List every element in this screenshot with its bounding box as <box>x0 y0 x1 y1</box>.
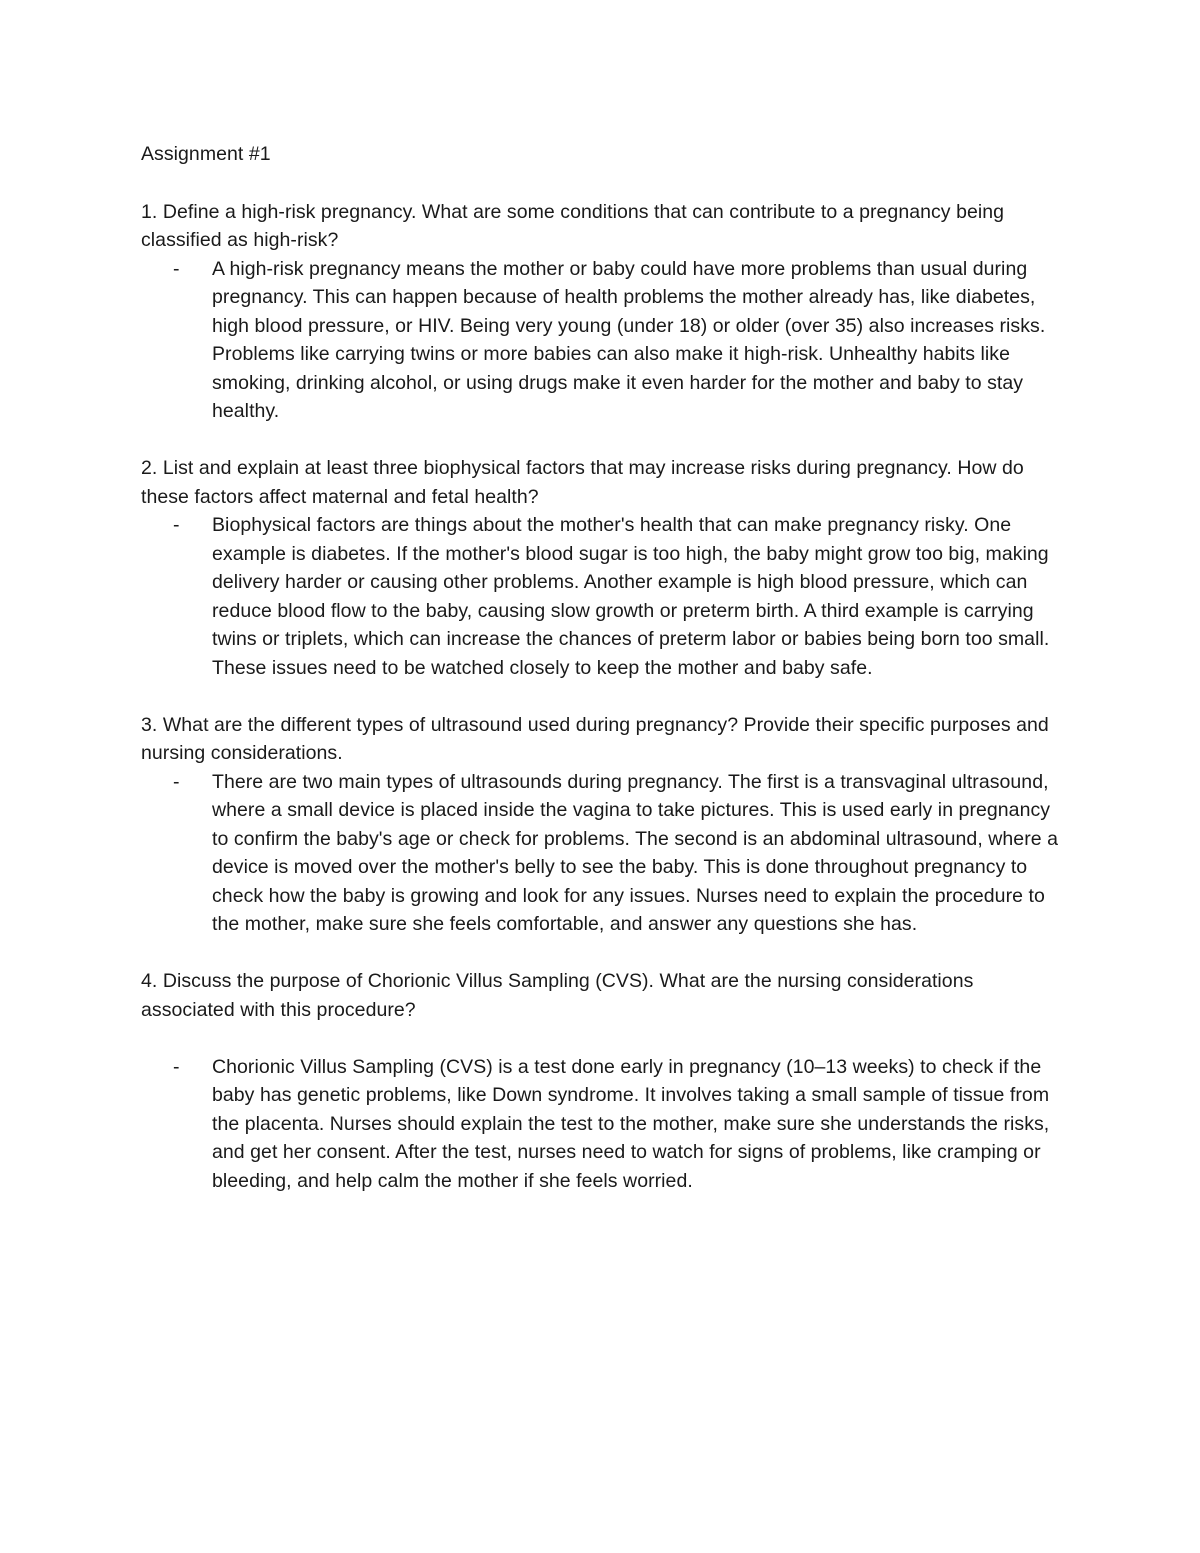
dash-bullet: - <box>173 514 180 536</box>
answer-text-4: Chorionic Villus Sampling (CVS) is a test done early in pregnancy (10–13 weeks) to check if the baby has genetic problems, like Down syndrome. It involves taking a small sample of tissue from the placenta. Nurses should explain the test to the mother, make sure she understands the risks, and get her consent. After the test, nurses need to watch for signs of problems, like cramping or bleeding, and help calm the mother if she feels worried. <box>212 1055 1050 1192</box>
question-section-4 <box>141 967 1071 1195</box>
answer-list-1 <box>141 255 1071 426</box>
question-section-2 <box>141 454 1071 682</box>
answer-list-4 <box>141 1053 1071 1196</box>
answer-text-1: A high-risk pregnancy means the mother or baby could have more problems than usual during pregnancy. This can happen because of health problems the mother already has, like diabetes, high blood pressure, or HIV. Being very young (under 18) or older (over 35) also increases risks. Problems like carrying twins or more babies can also make it high-risk. Unhealthy habits like smoking, drinking alcohol, or using drugs make it even harder for the mother and baby to stay healthy. <box>212 257 1046 422</box>
question-2: 2. List and explain at least three biophysical factors that may increase risks during pregnancy. How do these factors affect maternal and fetal health? <box>141 457 1024 508</box>
question-1: 1. Define a high-risk pregnancy. What are some conditions that can contribute to a pregnancy being classified as high-risk? <box>141 200 1005 251</box>
question-3: 3. What are the different types of ultrasound used during pregnancy? Provide their specific purposes and nursing considerations. <box>141 713 1049 764</box>
question-section-1 <box>141 198 1071 426</box>
document-body <box>141 140 1071 1195</box>
question-section-3 <box>141 711 1071 939</box>
question-4: 4. Discuss the purpose of Chorionic Villus Sampling (CVS). What are the nursing considerations associated with this procedure? <box>141 970 974 1021</box>
answer-item-4 <box>141 1053 1071 1196</box>
dash-bullet: - <box>173 1055 180 1078</box>
document-title: Assignment #1 <box>141 143 271 165</box>
answer-item-1 <box>141 255 1071 426</box>
answer-text-2: Biophysical factors are things about the mother's health that can make pregnancy risky. One example is diabetes. If the mother's blood sugar is too high, the baby might grow too big, making delivery harder or causing other problems. Another example is high blood pressure, which can reduce blood flow to the baby, causing slow growth or preterm birth. A third example is carrying twins or triplets, which can increase the chances of preterm labor or babies being born too small. These issues need to be watched closely to keep the mother and baby safe. <box>212 514 1050 679</box>
dash-bullet: - <box>173 257 180 280</box>
answer-item-2 <box>141 511 1071 682</box>
answer-list-3 <box>141 768 1071 939</box>
answer-text-3: There are two main types of ultrasounds during pregnancy. The first is a transvaginal ultrasound, where a small device is placed inside the vagina to take pictures. This is used early in pregnancy to confirm the baby's age or check for problems. The second is an abdominal ultrasound, where a device is moved over the mother's belly to see the baby. This is done throughout pregnancy to check how the baby is growing and look for any issues. Nurses need to explain the procedure to the mother, make sure she feels comfortable, and answer any questions she has. <box>212 770 1058 935</box>
dash-bullet: - <box>173 770 180 793</box>
answer-item-3 <box>141 768 1071 939</box>
answer-list-2 <box>141 511 1071 682</box>
